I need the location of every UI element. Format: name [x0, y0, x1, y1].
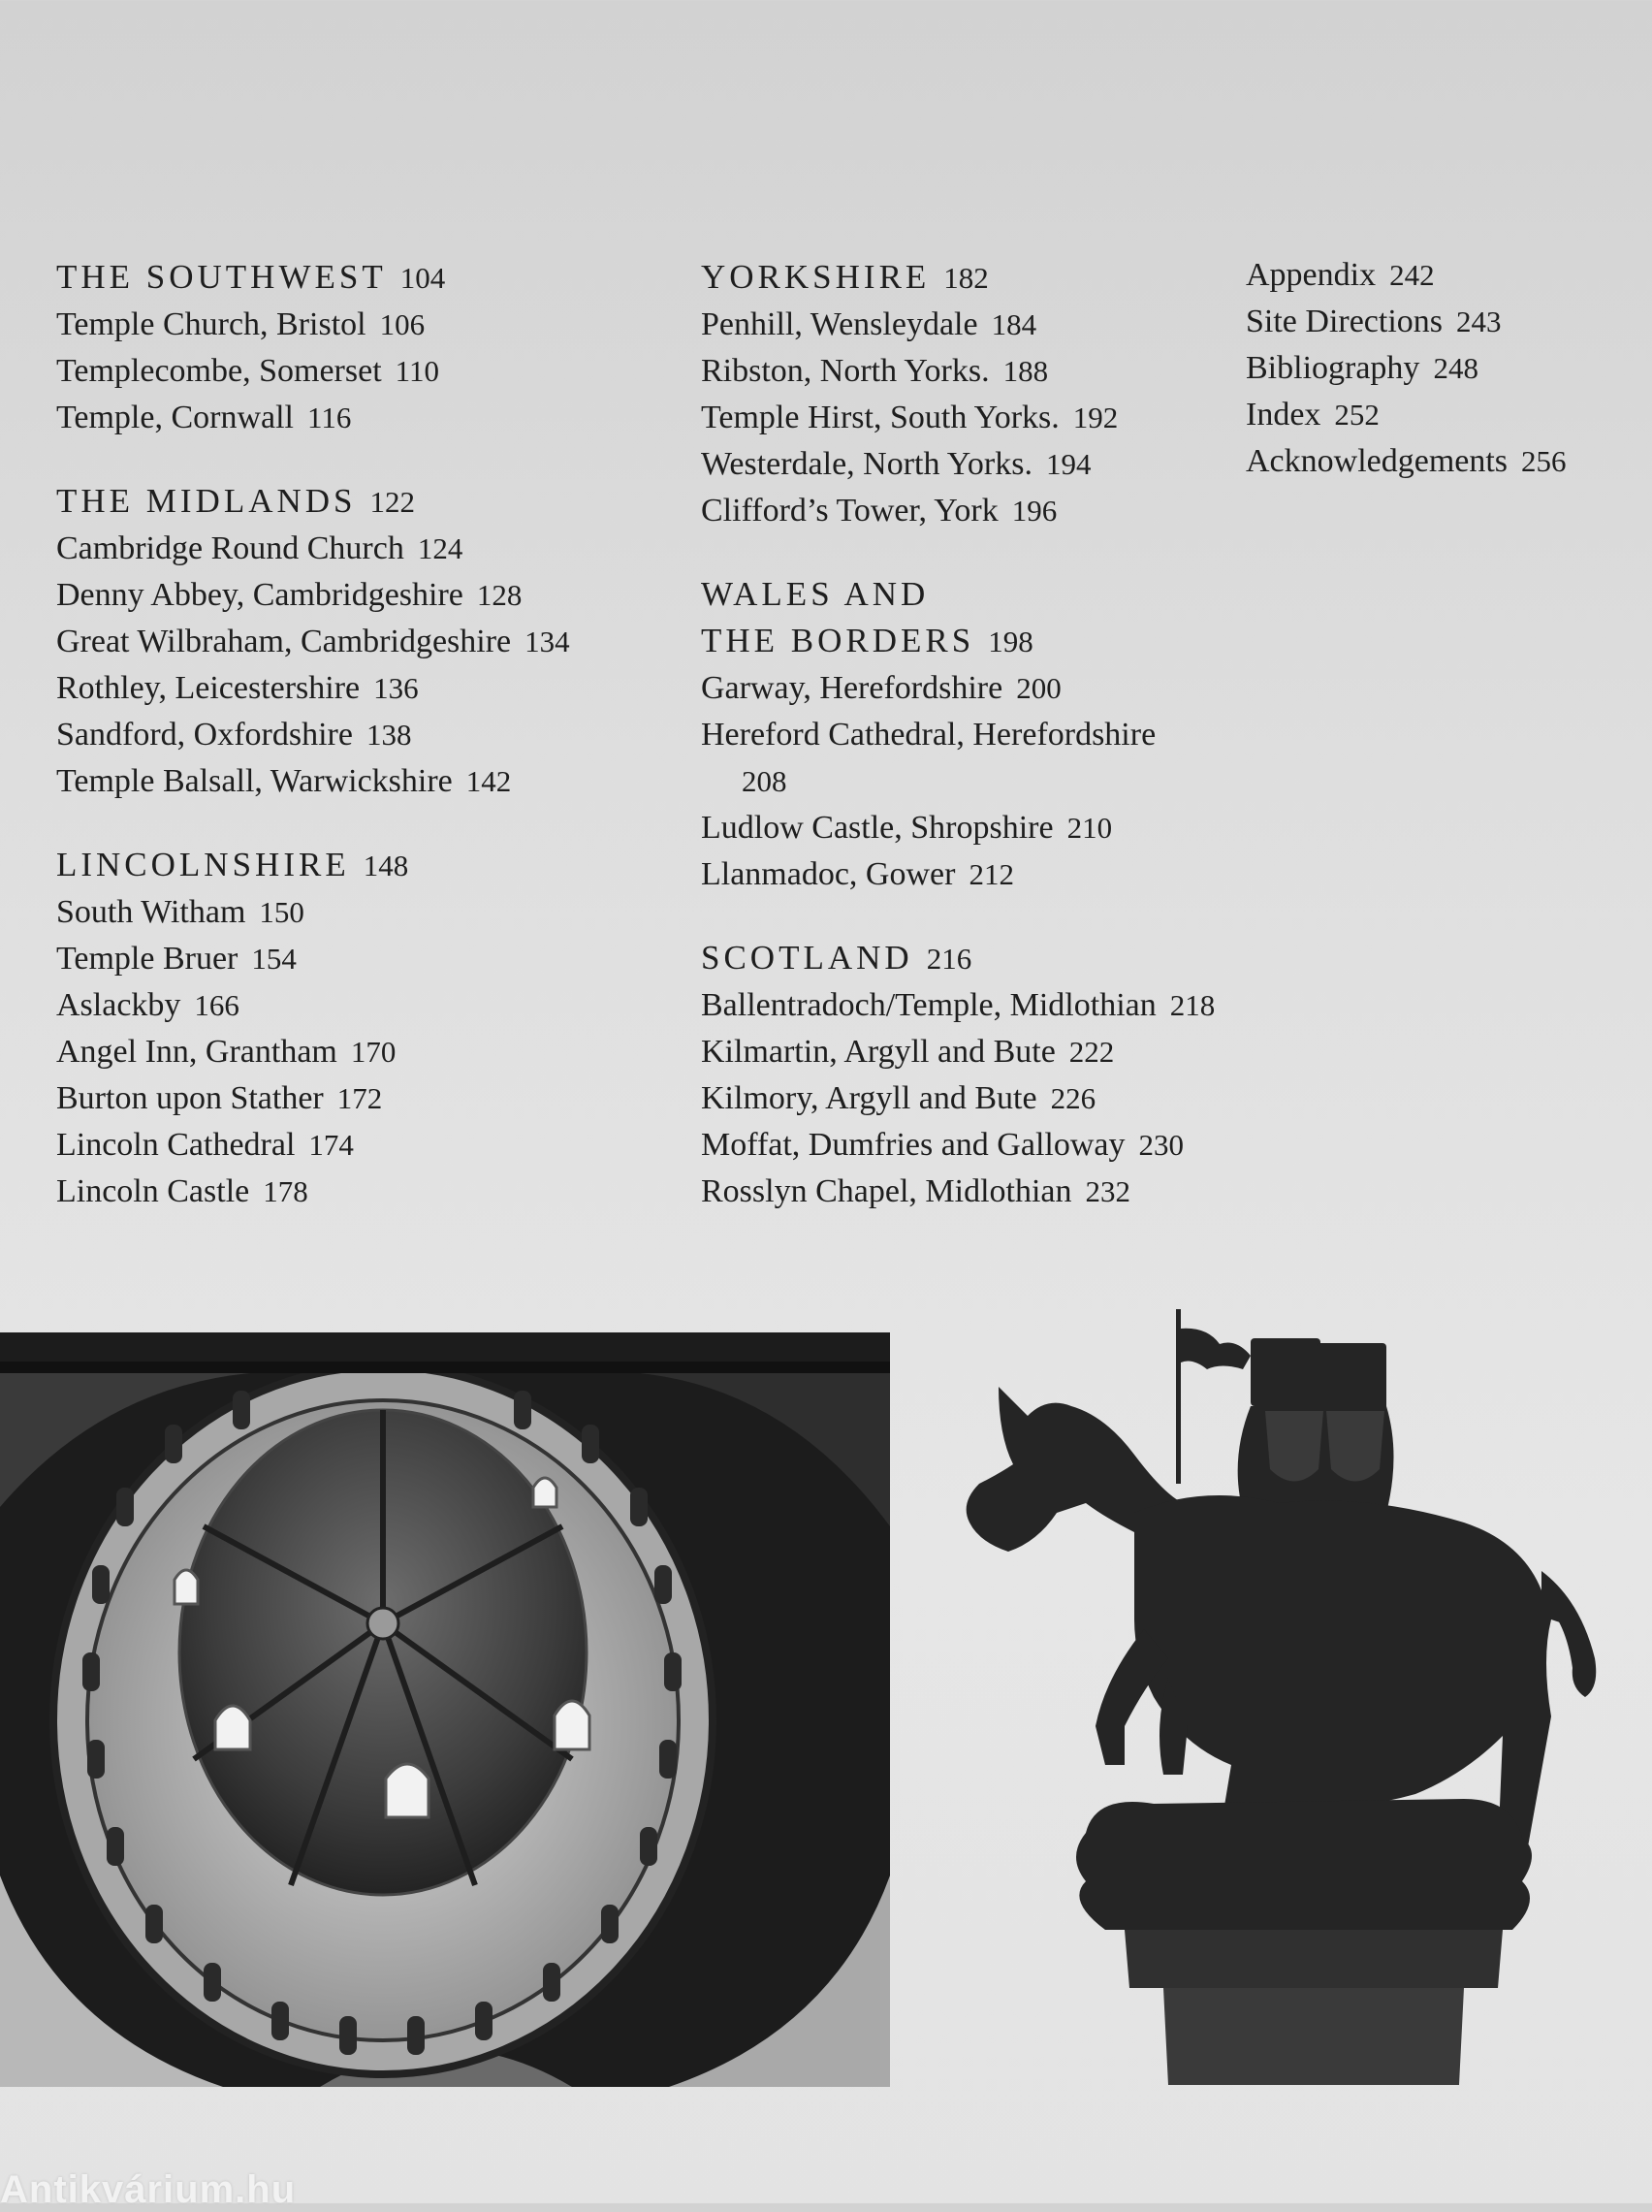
toc-entry: [701, 805, 1273, 851]
toc-entry-title: South Witham: [56, 894, 246, 930]
toc-entry-title: Moffat, Dumfries and Galloway: [701, 1127, 1126, 1163]
toc-entry: [56, 712, 677, 758]
toc-entry-page: 256: [1521, 444, 1567, 478]
section-heading: [56, 842, 677, 889]
toc-entry: [701, 1169, 1273, 1215]
toc-entry: [56, 395, 677, 441]
toc-entry-page: 248: [1433, 351, 1478, 385]
toc-section: [56, 254, 677, 441]
toc-entry: [701, 488, 1273, 534]
section-heading-title: THE MIDLANDS: [56, 482, 357, 520]
toc-entry-page: 134: [524, 625, 570, 658]
toc-entry: [701, 665, 1273, 712]
toc-entry-page: 222: [1068, 1035, 1115, 1069]
toc-entry: [56, 1122, 677, 1169]
toc-entry: [701, 302, 1273, 348]
toc-entry: [56, 619, 677, 665]
toc-entry-page: 184: [991, 307, 1037, 341]
toc-entry-title: Bibliography: [1246, 350, 1420, 386]
section-heading: [56, 478, 677, 526]
toc-entry-page: 136: [373, 671, 419, 705]
toc-entry-page: 232: [1085, 1174, 1130, 1208]
section-heading: [701, 254, 1273, 302]
toc-entry: [1246, 252, 1643, 299]
toc-entry: [701, 1122, 1273, 1169]
toc-entry-page: 212: [969, 857, 1014, 891]
toc-section: [701, 571, 1273, 898]
toc-entry-page: 138: [365, 718, 412, 752]
toc-entry: [56, 889, 677, 936]
toc-entry-page: 226: [1050, 1081, 1096, 1115]
toc-entry-title: Llanmadoc, Gower: [701, 856, 956, 892]
section-heading-title: THE BORDERS: [701, 622, 975, 659]
section-heading-page: 104: [399, 261, 446, 295]
toc-entry-page: 110: [395, 354, 439, 388]
toc-entry-page: 210: [1066, 811, 1113, 845]
toc-entry: [1246, 392, 1643, 438]
toc-entry-page: 196: [1011, 494, 1058, 528]
toc-entry-page: 106: [379, 307, 426, 341]
toc-entry-title: Clifford’s Tower, York: [701, 493, 999, 529]
toc-entry-title: Lincoln Cathedral: [56, 1127, 296, 1163]
toc-entry-title: Sandford, Oxfordshire: [56, 717, 353, 753]
toc-entry-title: Index: [1246, 397, 1321, 433]
toc-entry: [56, 348, 677, 395]
toc-entry: [701, 348, 1273, 395]
toc-entry-title: Penhill, Wensleydale: [701, 306, 978, 342]
section-heading-page: 182: [943, 261, 989, 295]
toc-entry: [56, 1169, 677, 1215]
section-heading-page: 198: [988, 625, 1033, 658]
toc-entry-page: 200: [1016, 671, 1062, 705]
toc-entry-title: Temple Church, Bristol: [56, 306, 366, 342]
toc-entry-page: 128: [476, 578, 523, 612]
toc-entry-title: Cambridge Round Church: [56, 530, 404, 566]
toc-section: [1246, 252, 1643, 485]
toc-entry: [1246, 299, 1643, 345]
toc-entry-page: 178: [263, 1174, 308, 1208]
section-heading-page: 122: [369, 485, 416, 519]
toc-entry-page: 194: [1045, 447, 1092, 481]
toc-entry-title: Temple Hirst, South Yorks.: [701, 400, 1060, 435]
toc-entry-title: Westerdale, North Yorks.: [701, 446, 1032, 482]
toc-entry-page: 188: [1002, 354, 1049, 388]
toc-entry-title: Site Directions: [1246, 304, 1444, 339]
toc-entry-title: Temple Bruer: [56, 941, 238, 977]
toc-section: [701, 254, 1273, 534]
toc-entry-page: 230: [1138, 1128, 1184, 1162]
toc-section: [56, 842, 677, 1215]
toc-entry-page: 124: [417, 531, 463, 565]
toc-entry: [1246, 345, 1643, 392]
toc-entry-title: Ballentradoch/Temple, Midlothian: [701, 987, 1157, 1023]
toc-entry-title: Angel Inn, Grantham: [56, 1034, 337, 1070]
toc-entry-page: 142: [465, 764, 512, 798]
section-heading-page: 148: [363, 849, 409, 882]
toc-entry-page: 154: [251, 942, 297, 976]
toc-entry-page: 242: [1389, 258, 1435, 292]
toc-entry-page: 243: [1456, 305, 1502, 338]
toc-entry-page: 174: [308, 1128, 354, 1162]
toc-entry-page: 172: [336, 1081, 383, 1115]
toc-entry: [701, 712, 1273, 805]
section-heading-title: THE SOUTHWEST: [56, 258, 387, 296]
section-heading-page: 216: [926, 942, 972, 976]
toc-entry-title: Great Wilbraham, Cambridgeshire: [56, 624, 512, 659]
knight-statue-photo: [960, 1309, 1619, 2085]
toc-entry-title: Lincoln Castle: [56, 1173, 250, 1209]
toc-entry: [701, 395, 1273, 441]
toc-entry: [56, 982, 677, 1029]
toc-entry: [56, 665, 677, 712]
toc-entry-title: Ribston, North Yorks.: [701, 353, 990, 389]
toc-entry: [56, 572, 677, 619]
section-heading-line: WALES AND: [701, 575, 930, 613]
toc-entry-title: Temple, Cornwall: [56, 400, 295, 435]
toc-entry-title: Acknowledgements: [1246, 443, 1509, 479]
toc-entry-page: 252: [1334, 398, 1380, 432]
section-heading: [56, 254, 677, 302]
toc-entry: [701, 851, 1273, 898]
toc-section: [56, 478, 677, 805]
watermark: Antikvárium.hu: [0, 2168, 297, 2211]
toc-entry-title: Kilmartin, Argyll and Bute: [701, 1034, 1056, 1070]
toc-entry: [56, 526, 677, 572]
section-heading: [701, 935, 1273, 982]
round-church-dome-photo: [0, 1332, 890, 2087]
toc-entry-title: Ludlow Castle, Shropshire: [701, 810, 1054, 846]
toc-entry-title: Temple Balsall, Warwickshire: [56, 763, 453, 799]
toc-entry: [701, 1029, 1273, 1075]
toc-column-2: [701, 254, 1273, 1252]
toc-entry-page: 208: [742, 764, 787, 798]
section-heading-title: LINCOLNSHIRE: [56, 846, 350, 883]
toc-entry: [56, 936, 677, 982]
toc-entry: [1246, 438, 1643, 485]
toc-entry: [56, 1029, 677, 1075]
toc-section: [701, 935, 1273, 1215]
toc-entry-title: Aslackby: [56, 987, 181, 1023]
toc-entry: [701, 441, 1273, 488]
toc-entry-title: Garway, Herefordshire: [701, 670, 1003, 706]
section-heading-title: YORKSHIRE: [701, 258, 931, 296]
toc-entry-page: 218: [1169, 988, 1216, 1022]
toc-entry: [701, 982, 1273, 1029]
section-heading-title: SCOTLAND: [701, 939, 913, 977]
toc-entry: [56, 302, 677, 348]
toc-entry-page: 170: [350, 1035, 397, 1069]
toc-entry-title: Kilmory, Argyll and Bute: [701, 1080, 1037, 1116]
toc-entry-title: Rosslyn Chapel, Midlothian: [701, 1173, 1072, 1209]
toc-entry-title: Denny Abbey, Cambridgeshire: [56, 577, 463, 613]
toc-entry: [56, 758, 677, 805]
toc-entry-title: Burton upon Stather: [56, 1080, 324, 1116]
toc-entry: [701, 1075, 1273, 1122]
section-heading: [701, 618, 1273, 665]
toc-entry-page: 192: [1072, 401, 1119, 434]
toc-entry-title: Hereford Cathedral, Herefordshire: [701, 717, 1157, 753]
toc-entry-title: Rothley, Leicestershire: [56, 670, 361, 706]
toc-column-1: [56, 254, 677, 1252]
toc-entry-page: 150: [259, 895, 304, 929]
toc-entry: [56, 1075, 677, 1122]
toc-entry-page: 116: [307, 401, 352, 434]
toc-entry-title: Appendix: [1246, 257, 1377, 293]
toc-column-3: [1246, 252, 1643, 522]
toc-entry-page: 166: [194, 988, 239, 1022]
toc-entry-title: Templecombe, Somerset: [56, 353, 382, 389]
